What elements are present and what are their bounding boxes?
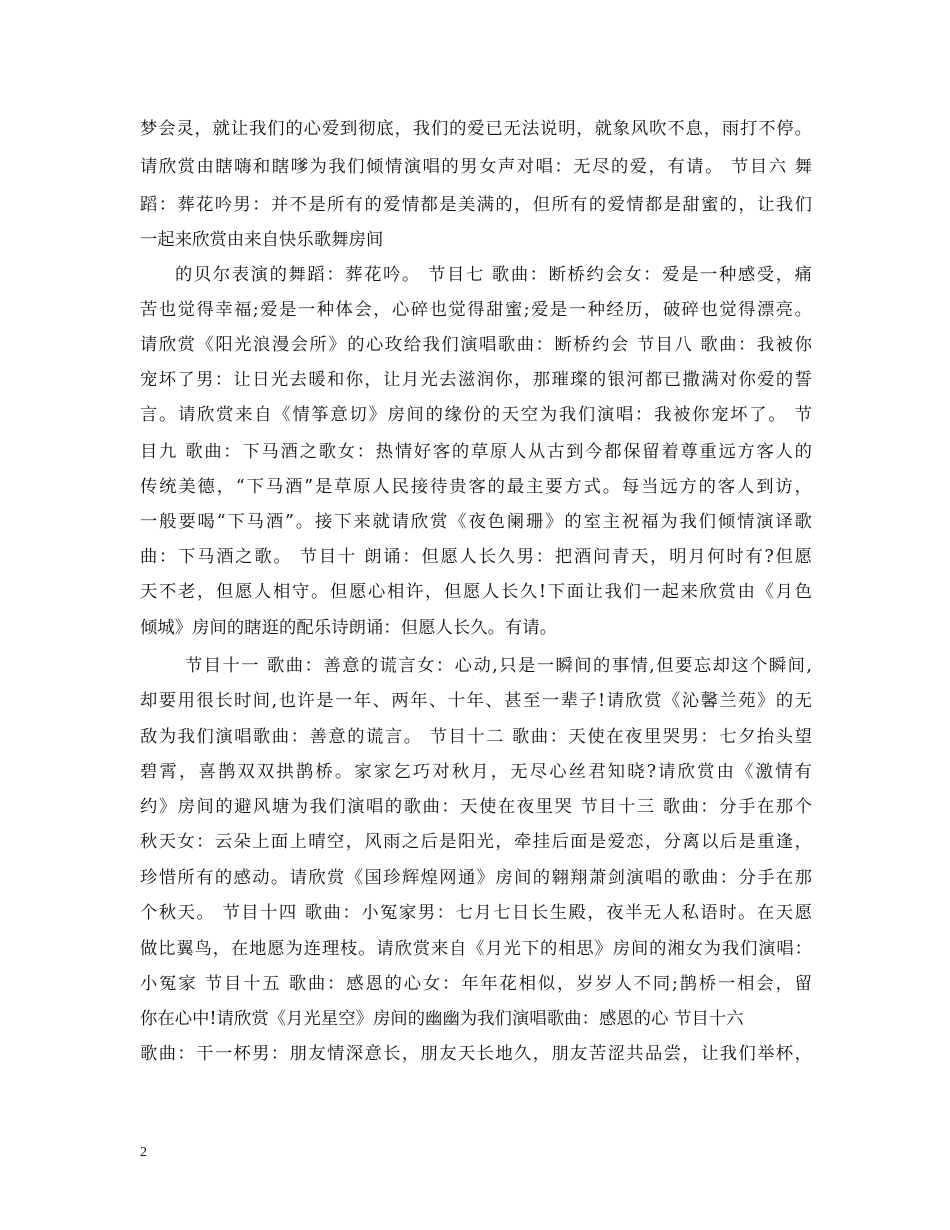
text-line: 珍惜所有的感动。请欣赏《国珍辉煌网通》房间的翱翔萧剑演唱的歌曲：分手在那 [140, 868, 812, 888]
text-line: 梦会灵，就让我们的心爱到彻底，我们的爱已无法说明，就象风吹不息，雨打不停。 [140, 119, 812, 139]
text-line: 一起来欣赏由来自快乐歌舞房间 [140, 230, 384, 250]
text-line: 歌曲：干一杯男：朋友情深意长，朋友天长地久，朋友苦涩共品尝，让我们举杯， [140, 1044, 812, 1064]
text-line: 传统美德，“下马酒”是草原人民接待贵客的最主要方式。每当远方的客人到访， [140, 477, 812, 497]
text-line: 请欣赏由瞎嗨和瞎嗲为我们倾情演唱的男女声对唱：无尽的爱，有请。 节目六 舞 [140, 157, 812, 177]
text-line: 蹈：葬花吟男：并不是所有的爱情都是美满的，但所有的爱情都是甜蜜的，让我们 [140, 195, 812, 215]
text-line: 言。请欣赏来自《情筝意切》房间的缘份的天空为我们演唱：我被你宠坏了。 节 [140, 405, 812, 425]
text-line: 天不老，但愿人相守。但愿心相许，但愿人长久!下面让我们一起来欣赏由《月色 [140, 582, 812, 602]
page-number: 2 [140, 1145, 147, 1160]
text-line: 却要用很长时间,也许是一年、两年、十年、甚至一辈子!请欣赏《沁馨兰苑》的无 [140, 691, 812, 711]
text-line: 曲：下马酒之歌。 节目十 朗诵：但愿人长久男：把酒问青天，明月何时有?但愿 [140, 547, 812, 567]
text-line: 你在心中!请欣赏《月光星空》房间的幽幽为我们演唱歌曲：感恩的心 节目十六 [140, 1009, 744, 1029]
text-line: 的贝尔表演的舞蹈：葬花吟。 节目七 歌曲：断桥约会女：爱是一种感受，痛 [175, 265, 812, 285]
text-line: 秋天女：云朵上面上晴空，风雨之后是阳光，牵挂后面是爱恋，分离以后是重逢， [140, 832, 812, 852]
text-line: 敌为我们演唱歌曲：善意的谎言。 节目十二 歌曲：天使在夜里哭男：七夕抬头望 [140, 727, 812, 747]
text-line: 约》房间的避风塘为我们演唱的歌曲：天使在夜里哭 节目十三 歌曲：分手在那个 [140, 797, 812, 817]
text-line: 做比翼鸟，在地愿为连理枝。请欣赏来自《月光下的相思》房间的湘女为我们演唱： [140, 939, 812, 959]
text-line: 个秋天。 节目十四 歌曲：小冤家男：七月七日长生殿，夜半无人私语时。在天愿 [140, 903, 812, 923]
text-line: 碧霄，喜鹊双双拱鹊桥。家家乞巧对秋月，无尽心丝君知晓?请欣赏由《激情有 [140, 762, 812, 782]
text-line: 节目十一 歌曲：善意的谎言女：心动,只是一瞬间的事情,但要忘却这个瞬间, [185, 656, 812, 676]
text-line: 倾城》房间的瞎逛的配乐诗朗诵：但愿人长久。有请。 [140, 618, 558, 638]
text-line: 一般要喝“下马酒”。接下来就请欣赏《夜色阑珊》的室主祝福为我们倾情演译歌 [140, 512, 812, 532]
text-line: 苦也觉得幸福;爱是一种体会，心碎也觉得甜蜜;爱是一种经历，破碎也觉得漂亮。 [140, 300, 812, 320]
text-line: 宠坏了男：让日光去暖和你，让月光去滋润你，那璀璨的银河都已撒满对你爱的誓 [140, 370, 812, 390]
text-line: 小冤家 节目十五 歌曲：感恩的心女：年年花相似，岁岁人不同;鹊桥一相会，留 [140, 974, 812, 994]
text-line: 请欣赏《阳光浪漫会所》的心玫给我们演唱歌曲：断桥约会 节目八 歌曲：我被你 [140, 335, 812, 355]
text-line: 目九 歌曲：下马酒之歌女：热情好客的草原人从古到今都保留着尊重远方客人的 [140, 442, 812, 462]
